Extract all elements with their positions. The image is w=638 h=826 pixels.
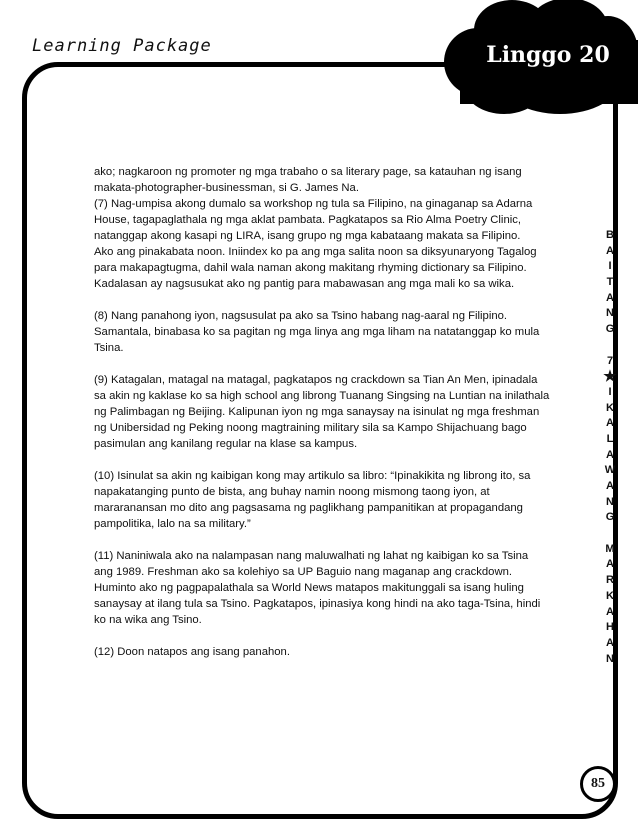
- strip-letter: T: [606, 276, 614, 289]
- strip-letter: B: [606, 229, 614, 241]
- paragraph: (12) Doon natapos ang isang panahon.: [94, 646, 290, 658]
- paragraph: (10) Isinulat sa akin ng kaibigan kong may artikulo sa libro: “Ipinakikita ng librong ito, sa napakatanging punto de bista, ang buhay namin noong mismong taong iyon, at mararanansan mo dito ang pagsasama ng paglikhang pampanitikan at propagandang pampolitika, lalo na sa military.”: [94, 470, 531, 530]
- strip-letter: A: [606, 558, 614, 571]
- strip-letter: M: [605, 542, 615, 555]
- strip-letter: N: [606, 652, 614, 665]
- strip-letter: I: [608, 260, 612, 273]
- paragraph: (11) Naniniwala ako na nalampasan nang maluwalhati ng lahat ng kaibigan ko sa Tsina ang 1989. Freshman ako sa kolehiyo sa UP Baguio nang maganap ang crackdown. Huminto ako ng pagpapalathala sa World News matapos makitunggali sa isang huling sanaysay at ilang tula sa Tsino. Pagkatapos, ipinasiya kong hindi na ako taga-Tsina, hindi ko na wika ang Tsino.: [94, 550, 541, 626]
- strip-letter: A: [606, 244, 614, 257]
- strip-letter: A: [606, 605, 614, 618]
- strip-letter: W: [604, 464, 616, 477]
- paragraph: (9) Katagalan, matagal na matagal, pagkatapos ng crackdown sa Tian An Men, ipinadala sa akin ng kaklase ko sa high school ang librong Tuanang Singsing na Luntian na inilathala ng Palimbagan ng Beijing. Kalipunan iyon ng mga sanaysay na isinulat ng mga freshman ng Unibersidad ng Peking noong magtraining military sila sa Kampo Shijachuang bago pasimulan ang kanilang regular na klase sa kampus.: [94, 374, 550, 450]
- strip-letter: A: [606, 291, 614, 304]
- strip-spacer: [602, 338, 618, 354]
- page-number-badge: [580, 766, 616, 802]
- grade-quarter-strip: [602, 228, 618, 667]
- page-number: 85: [591, 776, 605, 791]
- strip-letter: H: [606, 621, 614, 634]
- strip-letter: A: [606, 417, 614, 430]
- strip-letter: K: [606, 401, 614, 414]
- strip-letter: N: [606, 495, 614, 508]
- paragraph: (8) Nang panahong iyon, nagsusulat pa ako sa Tsino habang nag-aaral ng Filipino. Samantala, binabasa ko sa pagitan ng mga linya ang mga liham na natatanggap ko mula Tsina.: [94, 310, 540, 354]
- strip-letter: I: [608, 385, 612, 398]
- strip-letter: G: [605, 323, 615, 336]
- strip-letter: A: [606, 480, 614, 492]
- strip-letter: N: [606, 307, 614, 320]
- paragraph: ako; nagkaroon ng promoter ng mga trabaho o sa literary page, sa katauhan ng isang makata-photographer-businessman, si G. James Na. (7) Nag-umpisa akong dumalo sa workshop ng tula sa Filipino, na ginaganap sa Adarna House, tagapaglathala ng mga aklat pambata. Pagkatapos sa Rio Alma Poetry Clinic, natanggap akong kasapi ng LIRA, isang grupo ng mga kabataang makata sa Filipino. Ako ang pinakabata noon. Iniindex ko pa ang mga salita noon sa diksyunaryong Tagalog para makapagtugma, dahil wala naman akong makitang rhyming dictionary sa Filipino. Kadalasan ay nagsusukat ako ng pantig para mabawasan ang mga mali ko sa wika.: [94, 166, 537, 290]
- strip-letter: K: [606, 589, 614, 602]
- strip-letter: R: [606, 574, 614, 587]
- strip-letter: L: [606, 432, 614, 445]
- learning-package-title: Learning Package: [32, 36, 212, 56]
- strip-letter: A: [606, 448, 614, 461]
- strip-letter: G: [605, 511, 615, 524]
- body-text: [94, 164, 564, 676]
- strip-letter: 7: [606, 354, 614, 367]
- star-icon: ★: [603, 368, 617, 386]
- strip-spacer: [602, 526, 618, 542]
- week-label: Linggo 20: [486, 42, 610, 68]
- strip-letter: A: [606, 636, 614, 649]
